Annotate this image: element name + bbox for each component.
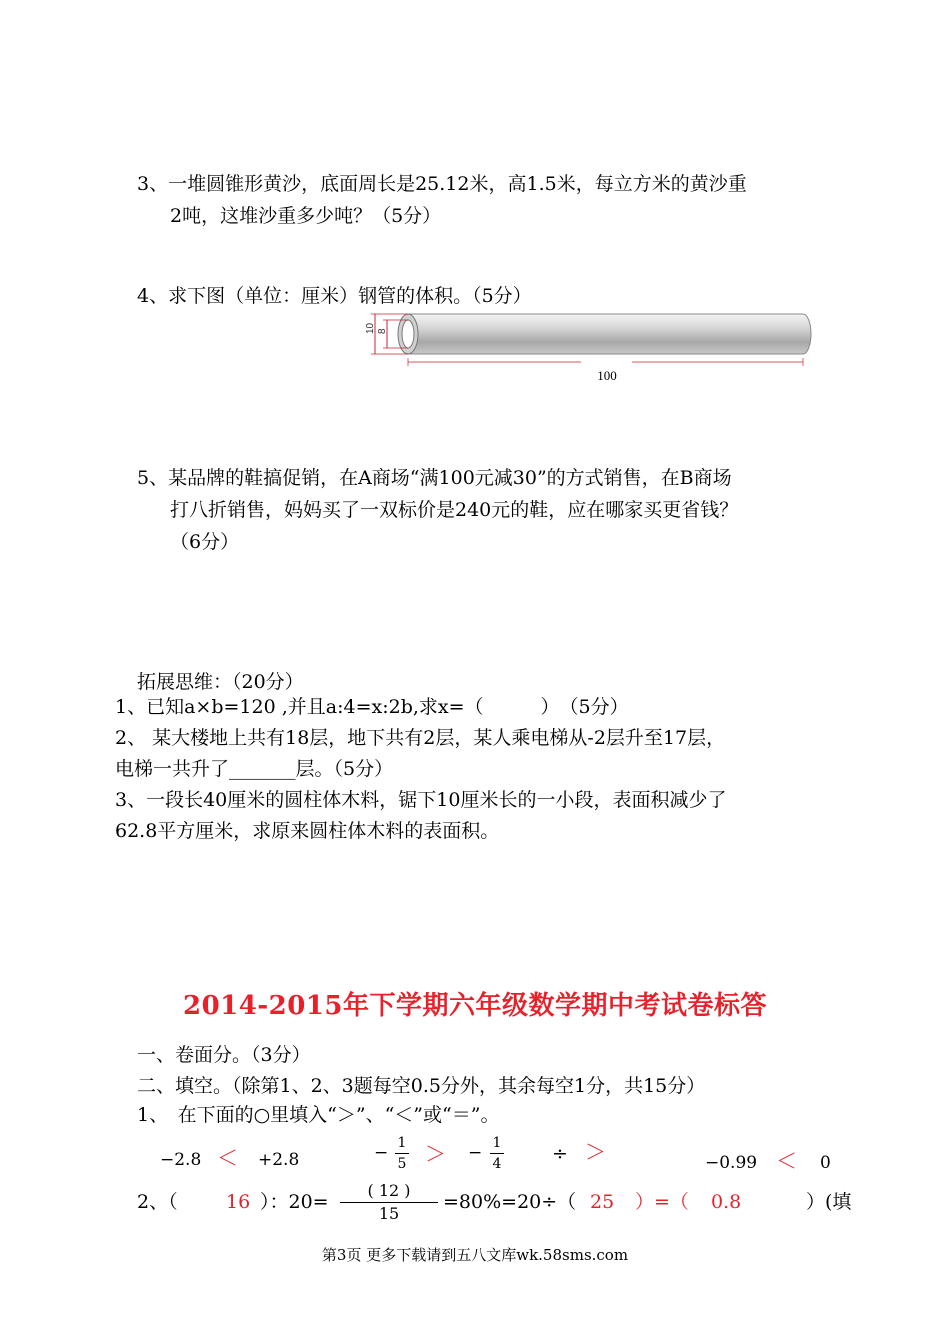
question-5-line2: 打八折销售，妈妈买了一双标价是240元的鞋，应在哪家买更省钱？ [170, 499, 739, 521]
answer-2-mid-3: ）=（ [635, 1191, 689, 1213]
answer-2-frac-num: ( 12 ) [367, 1181, 411, 1200]
question-5-line3: （6分） [170, 531, 240, 553]
cmp4-sign: ＜ [776, 1149, 797, 1173]
cmp2-minus-right: − [468, 1143, 483, 1163]
answer-2-value-2: 25 [590, 1191, 615, 1213]
answer-key-title: 2014-2015年下学期六年级数学期中考试卷标答 [182, 991, 768, 1021]
cmp1-left: −2.8 [160, 1150, 202, 1170]
answer-2-mid-2: =80%=20÷（ [443, 1191, 577, 1213]
cmp2-num: 1 [397, 1135, 407, 1151]
steel-pipe-figure [355, 306, 825, 386]
extension-1: 1、已知a×b=120 ,并且a:4=x:2b,求x=（ ） （5分） [115, 696, 629, 718]
cmp1-right: +2.8 [258, 1150, 300, 1170]
cmp2-den: 5 [397, 1156, 407, 1172]
question-4: 4、求下图（单位：厘米）钢管的体积。（5分） [137, 285, 532, 307]
answer-2-frac-den: 15 [378, 1204, 400, 1223]
question-3-line2: 2吨，这堆沙重多少吨？（5分） [170, 205, 442, 227]
answer-section-1: 一、卷面分。（3分） [137, 1044, 311, 1066]
extension-3-line2: 62.8平方厘米，求原来圆柱体木料的表面积。 [115, 820, 500, 842]
answer-2-value-3: 0.8 [711, 1191, 742, 1213]
pipe-inner-end [402, 320, 414, 348]
answer-1: 1、 在下面的○里填入“＞”、“＜”或“＝”。 [137, 1104, 500, 1126]
cmp4-right: 0 [820, 1153, 831, 1173]
question-5-line1: 5、某品牌的鞋搞促销，在A商场“满100元减30”的方式销售，在B商场 [137, 467, 732, 489]
answer-2-mid-1: ）：20= [260, 1191, 329, 1213]
cmp1-sign: ＜ [217, 1146, 238, 1170]
cmp2-sign: ＞ [425, 1142, 446, 1166]
question-3-line1: 3、一堆圆锥形黄沙，底面周长是25.12米，高1.5米，每立方米的黄沙重 [137, 173, 747, 195]
pipe-body [408, 314, 811, 354]
cmp4-left: −0.99 [705, 1153, 758, 1173]
cmp2r-den: 4 [492, 1156, 502, 1172]
extension-2-line2: 电梯一共升了_______层。（5分） [115, 758, 394, 780]
fraction-bar [490, 1153, 504, 1154]
cmp2r-num: 1 [492, 1135, 502, 1151]
cmp3-sign: ＞ [585, 1140, 606, 1164]
answer-2-fraction [340, 1181, 438, 1224]
inner-diameter-label: 8 [377, 328, 388, 334]
answer-section-2: 二、填空。（除第1、2、3题每空0.5分外，其余每空1分，共15分） [137, 1075, 706, 1097]
page-footer: 第3页 更多下载请到五八文库wk.58sms.com [321, 1246, 629, 1264]
answer-2-suffix: ）(填 [806, 1191, 852, 1213]
cmp2-fraction-left [395, 1134, 409, 1173]
cmp2-fraction-right [490, 1134, 504, 1173]
answer-2-prefix: 2、（ [137, 1191, 178, 1213]
fraction-bar [340, 1202, 438, 1203]
extension-3-line1: 3、一段长40厘米的圆柱体木料，锯下10厘米长的一小段，表面积减少了 [115, 789, 727, 811]
cmp3-op: ÷ [552, 1143, 568, 1165]
cmp2-minus: − [374, 1143, 389, 1163]
answer-2-value-1: 16 [226, 1191, 251, 1213]
extension-2-line1: 2、 某大楼地上共有18层，地下共有2层，某人乘电梯从-2层升至17层， [115, 727, 726, 749]
length-label: 100 [597, 368, 617, 383]
extension-heading: 拓展思维：（20分） [137, 671, 304, 693]
fraction-bar [395, 1153, 409, 1154]
outer-diameter-label: 10 [365, 322, 376, 334]
